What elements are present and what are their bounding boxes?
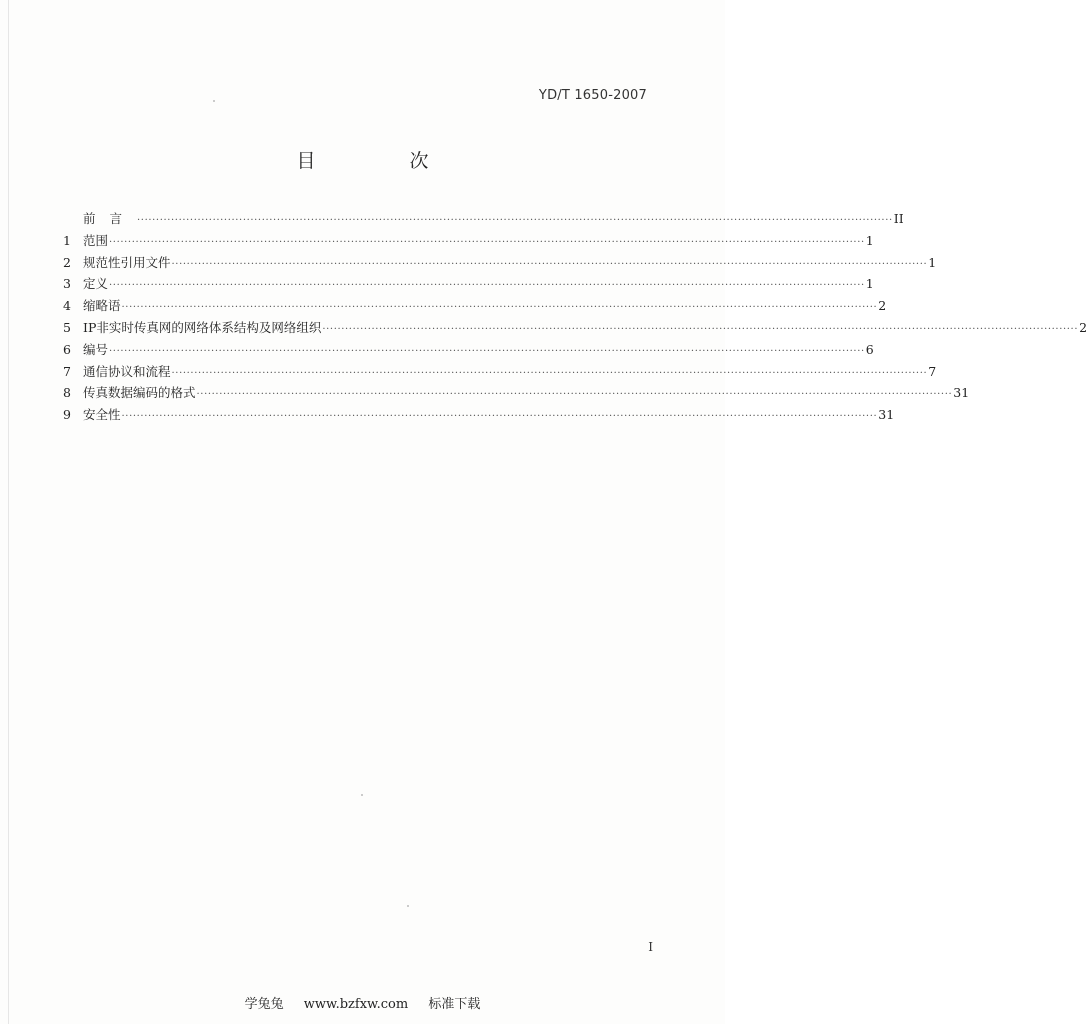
toc-leader-dots: ········································································································································································································ <box>109 280 865 292</box>
footer-site-name: 学兔兔 <box>244 997 284 1012</box>
toc-leader-dots: ········································································································································································································ <box>137 215 893 226</box>
toc-entry-6[interactable] <box>63 339 874 361</box>
toc-entry-page: 7 <box>928 363 937 379</box>
toc-entry-page: 6 <box>865 341 874 357</box>
toc-entry-1[interactable] <box>63 230 874 252</box>
scan-speck <box>361 794 363 796</box>
toc-entry-number: 7 <box>63 363 71 379</box>
toc-entry-label: 通信协议和流程 <box>83 363 171 379</box>
toc-entry-label: 定义 <box>83 276 109 292</box>
toc-entry-page: 1 <box>865 276 874 292</box>
toc-entry-number: 6 <box>63 341 71 357</box>
toc-leader-dots: ········································································································································································································ <box>196 389 953 401</box>
toc-entry-label: 安全性 <box>83 407 121 423</box>
footer-url[interactable]: www.bzfxw.com <box>303 997 409 1012</box>
toc-entry-page: II <box>893 211 904 226</box>
toc-entry-4[interactable] <box>63 295 887 317</box>
toc-entry-page: 2 <box>878 298 887 314</box>
table-of-contents <box>63 208 1087 426</box>
toc-entry-label: 缩略语 <box>83 298 121 314</box>
toc-leader-dots: ········································································································································································································ <box>109 236 865 248</box>
toc-entry-foreword[interactable] <box>63 208 904 230</box>
toc-entry-page: 31 <box>953 385 970 401</box>
toc-entry-label: 传真数据编码的格式 <box>83 385 196 401</box>
scan-speck <box>407 905 409 907</box>
toc-entry-page: 2 <box>1079 319 1087 335</box>
toc-entry-label: 规范性引用文件 <box>83 254 171 270</box>
footer-tagline: 标准下载 <box>428 997 481 1012</box>
toc-entry-9[interactable] <box>63 404 895 426</box>
toc-entry-2[interactable] <box>63 252 937 274</box>
toc-entry-8[interactable] <box>63 382 970 404</box>
toc-leader-dots: ········································································································································································································ <box>171 258 928 270</box>
toc-entry-label: 范围 <box>83 232 109 248</box>
toc-entry-page: 1 <box>865 232 874 248</box>
toc-entry-number: 1 <box>63 232 71 248</box>
page-number: I <box>648 940 653 954</box>
toc-entry-3[interactable] <box>63 273 874 295</box>
toc-title: 目 次 <box>296 150 473 172</box>
toc-entry-label: 编号 <box>83 341 109 357</box>
toc-entry-number: 5 <box>63 319 71 335</box>
toc-leader-dots: ········································································································································································································ <box>121 411 878 423</box>
toc-leader-dots: ········································································································································································································ <box>109 345 865 357</box>
document-code: YD/T 1650-2007 <box>538 88 647 103</box>
toc-leader-dots: ········································································································································································································ <box>171 367 928 379</box>
toc-entry-number: 4 <box>63 298 71 314</box>
toc-entry-number: 9 <box>63 407 71 423</box>
toc-entry-number: 3 <box>63 276 71 292</box>
toc-entry-label: IP非实时传真网的网络体系结构及网络组织 <box>83 319 322 335</box>
toc-leader-dots: ········································································································································································································ <box>322 323 1079 335</box>
footer-watermark <box>0 993 725 1012</box>
toc-entry-label: 前言 <box>83 211 137 226</box>
toc-entry-page: 31 <box>878 407 895 423</box>
toc-entry-page: 1 <box>928 254 937 270</box>
scan-speck <box>213 100 215 102</box>
toc-entry-7[interactable] <box>63 361 937 383</box>
toc-entry-5[interactable] <box>63 317 1087 339</box>
toc-entry-number: 8 <box>63 385 71 401</box>
toc-entry-number: 2 <box>63 254 71 270</box>
toc-leader-dots: ········································································································································································································ <box>121 302 878 314</box>
